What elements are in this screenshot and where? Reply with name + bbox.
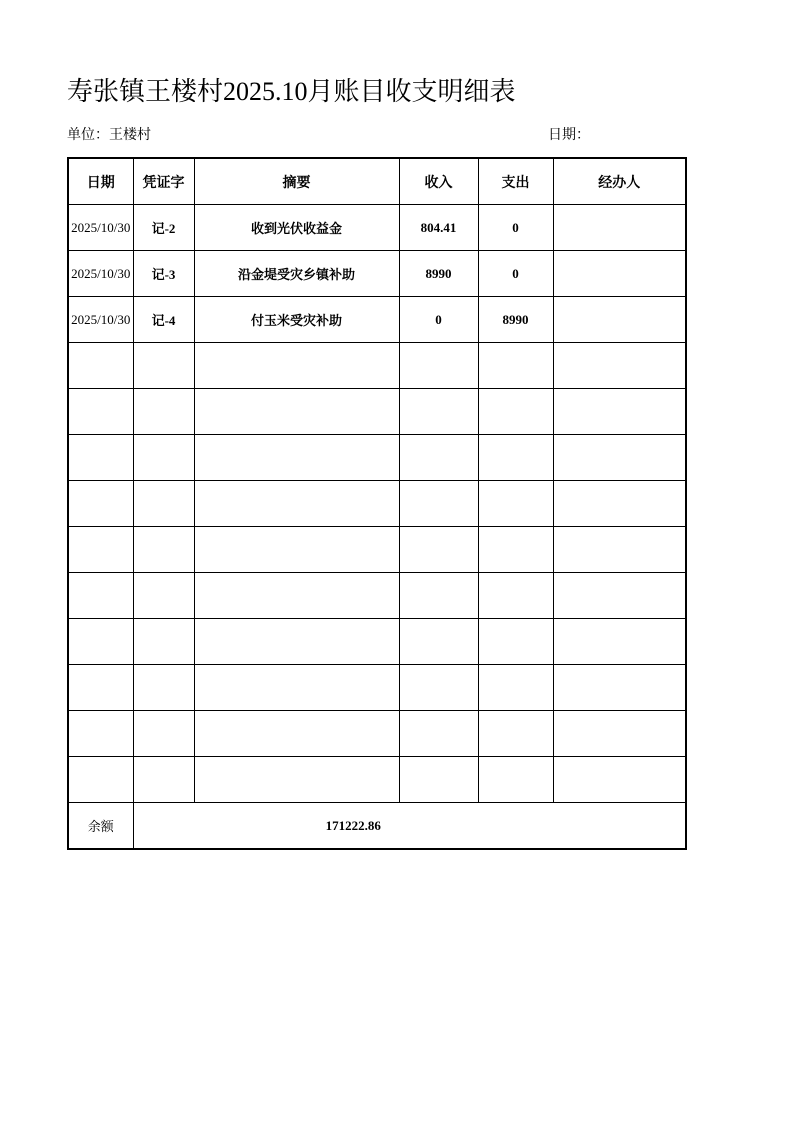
empty-table-row	[68, 573, 686, 619]
header-cell-summary: 摘要	[194, 158, 399, 205]
empty-cell	[478, 757, 553, 803]
empty-cell	[68, 343, 133, 389]
page-title: 寿张镇王楼村2025.10月账目收支明细表	[67, 77, 516, 106]
empty-cell	[68, 665, 133, 711]
empty-cell	[194, 573, 399, 619]
empty-table-row	[68, 435, 686, 481]
empty-cell	[133, 757, 194, 803]
cell-voucher: 记-2	[133, 205, 194, 251]
empty-cell	[194, 665, 399, 711]
table-row	[68, 251, 686, 297]
empty-table-row	[68, 711, 686, 757]
unit-value: 王楼村	[109, 128, 151, 144]
empty-cell	[478, 619, 553, 665]
empty-table-row	[68, 619, 686, 665]
empty-cell	[133, 665, 194, 711]
empty-cell	[553, 527, 686, 573]
empty-cell	[399, 527, 478, 573]
meta-row	[67, 128, 685, 145]
unit-label: 单位：	[67, 128, 109, 144]
empty-cell	[68, 711, 133, 757]
balance-value: 171222.86	[133, 803, 686, 849]
empty-cell	[553, 389, 686, 435]
empty-cell	[133, 389, 194, 435]
cell-expense: 8990	[478, 297, 553, 343]
empty-table-row	[68, 757, 686, 803]
header-cell-voucher: 凭证字	[133, 158, 194, 205]
cell-summary: 收到光伏收益金	[194, 205, 399, 251]
cell-summary: 沿金堤受灾乡镇补助	[194, 251, 399, 297]
empty-cell	[399, 711, 478, 757]
empty-cell	[553, 619, 686, 665]
empty-cell	[68, 573, 133, 619]
empty-cell	[133, 573, 194, 619]
empty-cell	[194, 343, 399, 389]
empty-table-row	[68, 527, 686, 573]
empty-cell	[553, 573, 686, 619]
cell-date: 2025/10/30	[68, 205, 133, 251]
header-cell-date: 日期	[68, 158, 133, 205]
empty-cell	[478, 573, 553, 619]
empty-cell	[68, 527, 133, 573]
empty-cell	[553, 343, 686, 389]
empty-cell	[478, 343, 553, 389]
empty-table-row	[68, 389, 686, 435]
empty-table-row	[68, 665, 686, 711]
empty-cell	[133, 619, 194, 665]
unit-field	[67, 128, 151, 145]
table-row	[68, 205, 686, 251]
empty-cell	[399, 435, 478, 481]
header-row	[68, 158, 686, 205]
empty-cell	[399, 573, 478, 619]
empty-cell	[133, 527, 194, 573]
empty-cell	[68, 435, 133, 481]
empty-cell	[553, 481, 686, 527]
empty-cell	[194, 389, 399, 435]
empty-cell	[133, 435, 194, 481]
cell-expense: 0	[478, 251, 553, 297]
empty-cell	[194, 435, 399, 481]
empty-cell	[478, 711, 553, 757]
balance-row	[68, 803, 686, 849]
header-cell-expense: 支出	[478, 158, 553, 205]
empty-cell	[133, 481, 194, 527]
empty-cell	[399, 665, 478, 711]
empty-table-row	[68, 481, 686, 527]
date-field	[548, 128, 590, 145]
header-cell-income: 收入	[399, 158, 478, 205]
empty-cell	[399, 757, 478, 803]
empty-cell	[133, 343, 194, 389]
empty-cell	[478, 665, 553, 711]
empty-cell	[553, 757, 686, 803]
empty-cell	[399, 343, 478, 389]
empty-cell	[133, 711, 194, 757]
empty-cell	[194, 711, 399, 757]
empty-cell	[553, 435, 686, 481]
empty-cell	[68, 619, 133, 665]
empty-cell	[194, 481, 399, 527]
cell-voucher: 记-4	[133, 297, 194, 343]
cell-voucher: 记-3	[133, 251, 194, 297]
ledger-table	[67, 157, 687, 850]
cell-date: 2025/10/30	[68, 251, 133, 297]
cell-handler	[553, 251, 686, 297]
empty-cell	[68, 481, 133, 527]
empty-cell	[194, 757, 399, 803]
header-cell-handler: 经办人	[553, 158, 686, 205]
empty-cell	[194, 527, 399, 573]
cell-handler	[553, 205, 686, 251]
empty-cell	[399, 389, 478, 435]
empty-cell	[478, 435, 553, 481]
document-content	[67, 0, 685, 850]
empty-cell	[478, 527, 553, 573]
empty-cell	[399, 619, 478, 665]
empty-cell	[478, 389, 553, 435]
cell-income: 0	[399, 297, 478, 343]
balance-label: 余额	[68, 803, 133, 849]
empty-cell	[194, 619, 399, 665]
table-row	[68, 297, 686, 343]
cell-handler	[553, 297, 686, 343]
empty-cell	[478, 481, 553, 527]
cell-expense: 0	[478, 205, 553, 251]
cell-date: 2025/10/30	[68, 297, 133, 343]
cell-income: 8990	[399, 251, 478, 297]
empty-cell	[553, 711, 686, 757]
empty-table-row	[68, 343, 686, 389]
cell-income: 804.41	[399, 205, 478, 251]
empty-cell	[68, 757, 133, 803]
cell-summary: 付玉米受灾补助	[194, 297, 399, 343]
empty-cell	[399, 481, 478, 527]
empty-cell	[68, 389, 133, 435]
empty-cell	[553, 665, 686, 711]
date-label: 日期：	[548, 128, 590, 144]
